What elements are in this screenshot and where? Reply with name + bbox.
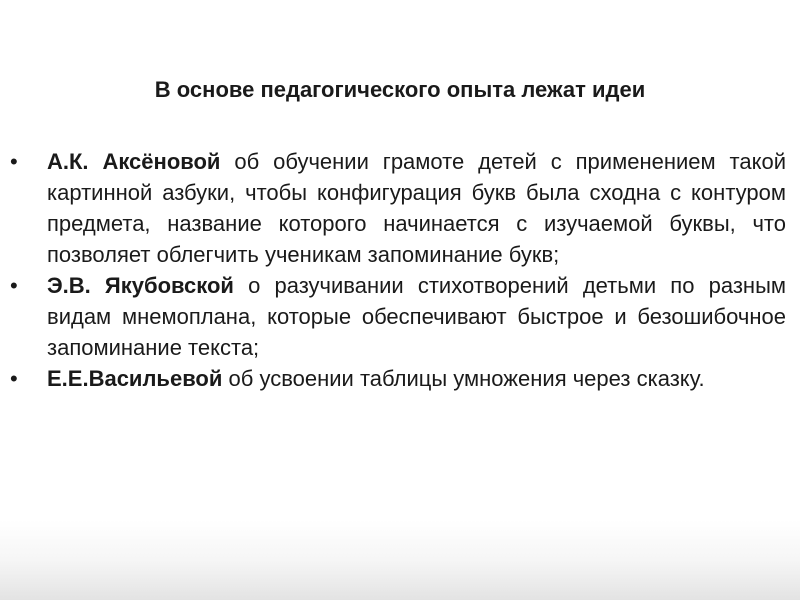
- bullet-item-vasilyeva: [0, 363, 800, 394]
- bullet-author-name: Е.Е.Васильевой: [47, 366, 223, 391]
- bullet-item-aksenova: [0, 146, 800, 270]
- slide-title: В основе педагогического опыта лежат идеи: [154, 77, 646, 102]
- bullet-author-name: А.К. Аксёновой: [47, 149, 221, 174]
- bullet-list: [0, 146, 800, 394]
- bullet-text: о разучивании стихотворений детьми по разным видам мнемоплана, которые обеспечивают быстрое и безошибочное запоминание текста;: [47, 273, 787, 360]
- bullet-dot-icon: •: [10, 149, 18, 174]
- bullet-dot-icon: •: [10, 273, 18, 298]
- bullet-text: об обучении грамоте детей с применением такой картинной азбуки, чтобы конфигурация букв была сходна с контуром предмета, название которого начинается с изучаемой буквы, что позволяет облегчить ученикам запоминание букв;: [47, 149, 786, 267]
- bullet-item-yakubovskaya: [0, 270, 800, 363]
- bullet-author-name: Э.В. Якубовской: [47, 273, 234, 298]
- bullet-text: об усвоении таблицы умножения через сказку.: [222, 366, 705, 391]
- bullet-dot-icon: •: [10, 366, 18, 391]
